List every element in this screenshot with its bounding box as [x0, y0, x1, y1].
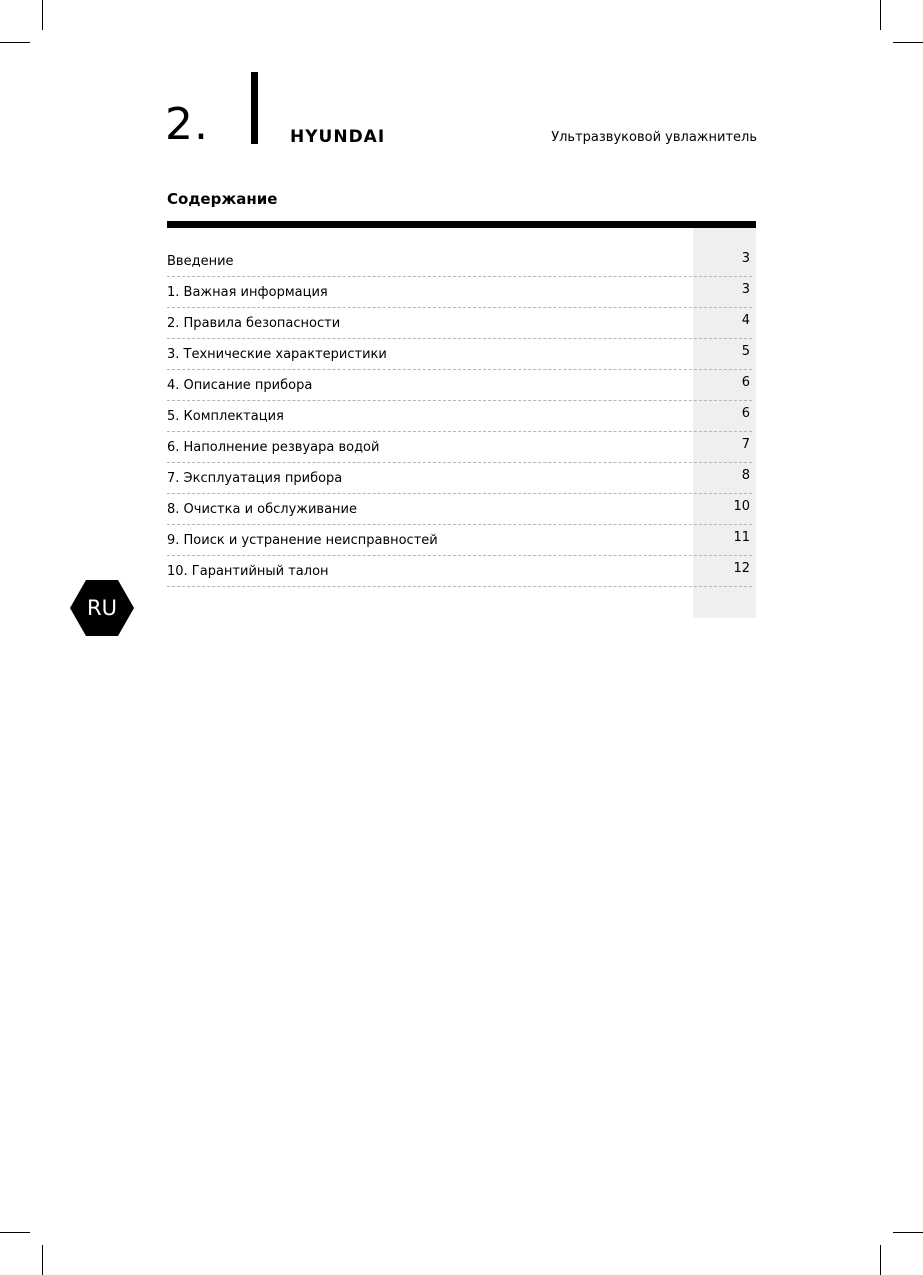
crop-mark: [893, 42, 923, 43]
toc-item[interactable]: [167, 556, 752, 587]
toc-item-label: 10. Гарантийный талон: [167, 564, 329, 579]
toc-item[interactable]: [167, 339, 752, 370]
toc-item-label: 6. Наполнение резвуара водой: [167, 440, 380, 455]
toc-item[interactable]: [167, 277, 752, 308]
page-number: 2.: [165, 99, 209, 150]
toc-item-page: 10: [733, 499, 750, 514]
toc-item[interactable]: [167, 401, 752, 432]
toc-item-page: 6: [741, 375, 750, 390]
language-badge: [70, 580, 134, 636]
toc-item-page: 12: [733, 561, 750, 576]
toc-item-label: Введение: [167, 254, 234, 269]
toc-item[interactable]: [167, 246, 752, 277]
document-title: Ультразвуковой увлажнитель: [551, 130, 757, 145]
crop-mark: [42, 0, 43, 30]
toc-item-page: 3: [741, 282, 750, 297]
toc-item[interactable]: [167, 370, 752, 401]
toc-item[interactable]: [167, 494, 752, 525]
toc-item-page: 7: [741, 437, 750, 452]
toc-item-label: 9. Поиск и устранение неисправностей: [167, 533, 438, 548]
toc-item-page: 6: [741, 406, 750, 421]
brand-logo: HYUNDAI: [290, 127, 386, 147]
toc-item-label: 1. Важная информация: [167, 285, 328, 300]
toc-item-page: 5: [741, 344, 750, 359]
crop-mark: [880, 0, 881, 30]
heading-rule: [167, 221, 756, 228]
crop-mark: [0, 42, 30, 43]
toc-item[interactable]: [167, 463, 752, 494]
language-code: RU: [87, 596, 117, 620]
toc-item[interactable]: [167, 308, 752, 339]
toc-item[interactable]: [167, 432, 752, 463]
crop-mark: [893, 1232, 923, 1233]
toc-item-page: 3: [741, 251, 750, 266]
toc-item-page: 11: [733, 530, 750, 545]
toc-item[interactable]: [167, 525, 752, 556]
toc-heading: Содержание: [167, 190, 278, 208]
toc-item-label: 4. Описание прибора: [167, 378, 313, 393]
toc-item-label: 8. Очистка и обслуживание: [167, 502, 358, 517]
toc-item-label: 7. Эксплуатация прибора: [167, 471, 343, 486]
toc-item-label: 3. Технические характеристики: [167, 347, 387, 362]
crop-mark: [880, 1245, 881, 1275]
toc-item-label: 2. Правила безопасности: [167, 316, 341, 331]
header-divider: [251, 72, 258, 144]
crop-mark: [0, 1232, 30, 1233]
toc-item-page: 8: [741, 468, 750, 483]
table-of-contents: [167, 246, 756, 587]
crop-mark: [42, 1245, 43, 1275]
toc-item-label: 5. Комплектация: [167, 409, 284, 424]
toc-item-page: 4: [741, 313, 750, 328]
